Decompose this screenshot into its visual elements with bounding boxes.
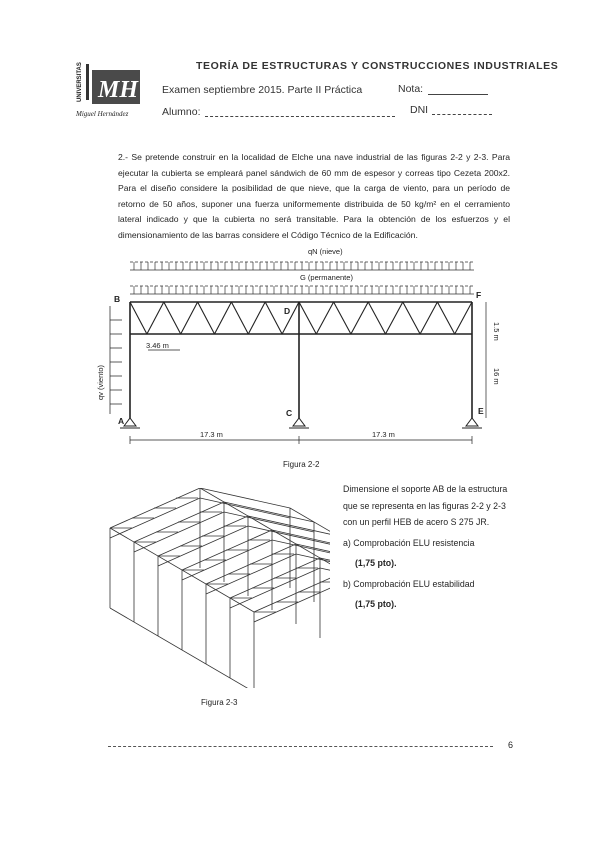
support-c bbox=[289, 418, 309, 428]
figure-2-2-caption: Figura 2-2 bbox=[283, 460, 320, 469]
figure-2-3 bbox=[100, 488, 330, 688]
question-b: b) Comprobación ELU estabilidad bbox=[343, 578, 475, 589]
column-height-label: 16 m bbox=[492, 368, 501, 385]
permanent-load-label: G (permanente) bbox=[300, 273, 353, 282]
alumno-label: Alumno: bbox=[162, 106, 201, 118]
dni-line bbox=[432, 114, 492, 115]
alumno-line bbox=[205, 116, 395, 117]
span-right-label: 17.3 m bbox=[372, 430, 395, 439]
node-e-label: E bbox=[478, 406, 484, 416]
figure-2-2 bbox=[88, 240, 508, 460]
node-f-label: F bbox=[476, 290, 482, 300]
problem-statement: 2.- Se pretende construir en la localidad de Elche una nave industrial de las figuras 2-2 y 2-3. Para ejecutar la cubierta se empleará panel sándwich de 60 mm de espesor y correas tipo Cezeta 200x2. Para el diseño considere la posibilidad de que nieve, que la carga de viento, para un período de retorno de 50 años, suponer una fuerza uniformemente distribuida de 50 kg/m² en el cerramiento lateral indicado y que la cubierta no será transitable. Para la obtención de los esfuerzos y el dimensionamiento de las barras considere el Código Técnico de la Edificación. bbox=[118, 152, 510, 240]
panel-width-label: 3.46 m bbox=[146, 341, 169, 350]
wind-load-label: qv (viento) bbox=[96, 364, 105, 400]
support-e bbox=[462, 418, 482, 428]
question-b-points: (1,75 pto). bbox=[355, 599, 397, 609]
footer-line bbox=[108, 746, 493, 747]
question-a: a) Comprobación ELU resistencia bbox=[343, 537, 475, 548]
truss-depth-label: 1.5 m bbox=[492, 322, 501, 341]
wind-load-arrows bbox=[110, 306, 122, 414]
question-intro: Dimensione el soporte AB de la estructura que se representa en las figuras 2-2 y 2-3 con un perfil HEB de acero S 275 JR. bbox=[343, 484, 508, 527]
nota-label: Nota: bbox=[398, 83, 424, 95]
questions-block bbox=[343, 481, 513, 613]
figure-2-3-caption: Figura 2-3 bbox=[201, 698, 238, 707]
node-c-label: C bbox=[286, 408, 293, 418]
node-b-label: B bbox=[114, 294, 121, 304]
university-logo bbox=[72, 62, 152, 122]
logo-initials: MH bbox=[98, 77, 139, 103]
exam-label: Examen septiembre 2015. Parte II Práctica bbox=[162, 84, 363, 96]
page-number: 6 bbox=[508, 740, 514, 750]
header-title: TEORÍA DE ESTRUCTURAS Y CONSTRUCCIONES INDUSTRIALES bbox=[196, 60, 559, 72]
node-a-label: A bbox=[118, 416, 125, 426]
node-d-label: D bbox=[284, 306, 291, 316]
truss-webs bbox=[130, 302, 472, 334]
nota-line bbox=[428, 94, 488, 95]
dni-label: DNI bbox=[410, 104, 429, 116]
question-a-points: (1,75 pto). bbox=[355, 558, 397, 568]
snow-load-label: qN (nieve) bbox=[308, 247, 343, 256]
logo-university-text: UNIVERSITAS bbox=[77, 62, 83, 102]
logo-name: Miguel Hernández bbox=[76, 110, 129, 118]
span-left-label: 17.3 m bbox=[200, 430, 223, 439]
